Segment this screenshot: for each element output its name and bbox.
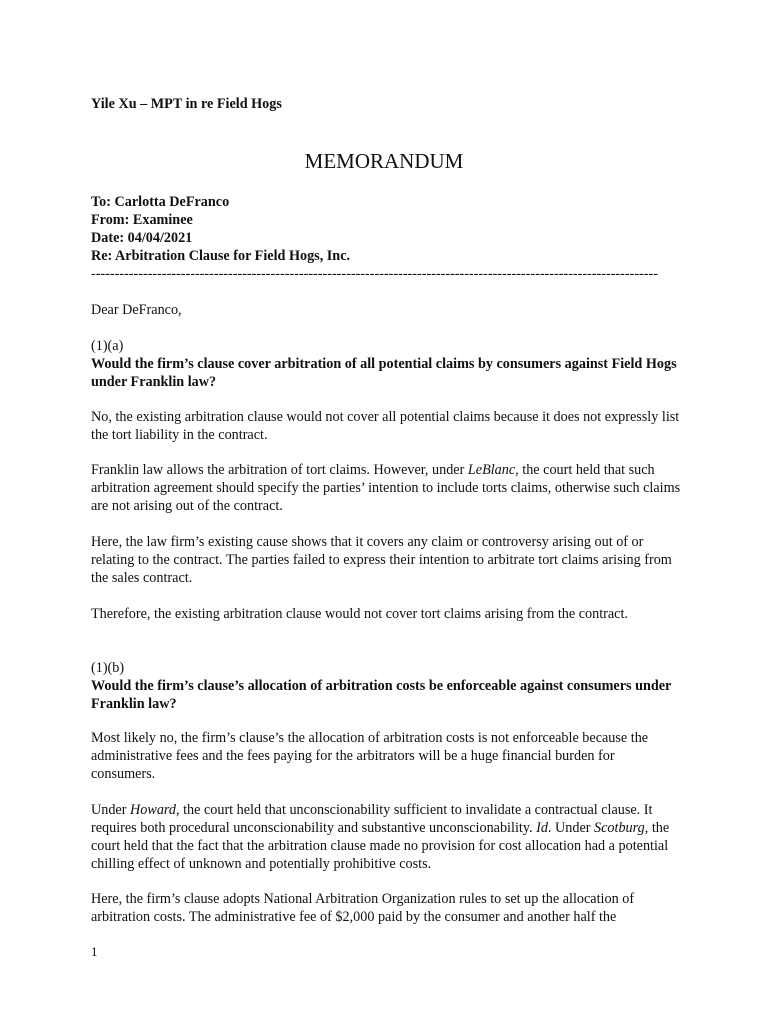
memo-to: To: Carlotta DeFranco bbox=[91, 194, 230, 210]
section-1b-p2-text-a: Under bbox=[91, 802, 131, 818]
memo-from: From: Examinee bbox=[91, 212, 193, 228]
section-1b-p2-text-b: , the court held that unconscionability sufficient to invalidate a contractual clause. It requires both procedural unconscionability and substantive unconscionability. bbox=[91, 802, 653, 836]
section-1a-question: Would the firm’s clause cover arbitration of all potential claims by consumers against Field Hogs under Franklin law? bbox=[91, 356, 677, 390]
section-1a-paragraph-3: Here, the law firm’s existing cause shows that it covers any claim or controversy arising out of or relating to the contract. The parties failed to express their intention to arbitrate tort claims arising from the sales contract. bbox=[91, 534, 672, 586]
memo-date: Date: 04/04/2021 bbox=[91, 230, 193, 246]
section-1a-number: (1)(a) bbox=[91, 338, 124, 354]
section-1a-paragraph-4: Therefore, the existing arbitration clause would not cover tort claims arising from the contract. bbox=[91, 606, 628, 622]
section-1b-p2-text-d: , the court held that the fact that the arbitration clause made no provision for cost allocation had a potential chilling effect of unknown and potentially prohibitive costs. bbox=[91, 820, 670, 872]
section-1b-p2-text-c: . Under bbox=[547, 820, 595, 836]
greeting: Dear DeFranco, bbox=[91, 302, 182, 318]
section-1a-p2-text-a: Franklin law allows the arbitration of tort claims. However, under bbox=[91, 462, 468, 478]
case-name-howard: Howard bbox=[130, 802, 176, 818]
section-1a-p2-text-b: , the court held that such arbitration agreement should specify the parties’ intention to include torts claims, otherwise such claims are not arising out of the contract. bbox=[91, 462, 681, 514]
memo-title: MEMORANDUM bbox=[304, 149, 464, 173]
section-1b-number: (1)(b) bbox=[91, 660, 125, 676]
section-1a-paragraph-2 bbox=[91, 461, 681, 515]
case-name-leblanc: LeBlanc bbox=[467, 462, 516, 478]
section-1b-paragraph-2 bbox=[91, 801, 681, 873]
divider-line: ------------------------------------------------------------------------------------------------------------------------ bbox=[91, 266, 658, 282]
memo-meta bbox=[91, 193, 350, 265]
author-header: Yile Xu – MPT in re Field Hogs bbox=[91, 96, 282, 112]
section-1b-paragraph-1: Most likely no, the firm’s clause’s the allocation of arbitration costs is not enforceable because the administrative fees and the fees paying for the arbitrators will be a huge financial burden for consumers. bbox=[91, 730, 649, 782]
citation-id: Id bbox=[536, 820, 548, 836]
case-name-scotburg: Scotburg bbox=[594, 820, 645, 836]
section-1a-paragraph-1: No, the existing arbitration clause would not cover all potential claims because it does not expressly list the tort liability in the contract. bbox=[91, 409, 680, 443]
section-1b-paragraph-3: Here, the firm’s clause adopts National Arbitration Organization rules to set up the allocation of arbitration costs. The administrative fee of $2,000 paid by the consumer and another half the bbox=[91, 891, 635, 925]
section-1b-question: Would the firm’s clause’s allocation of arbitration costs be enforceable against consumers under Franklin law? bbox=[91, 678, 672, 712]
page-number: 1 bbox=[91, 944, 98, 959]
memo-re: Re: Arbitration Clause for Field Hogs, Inc. bbox=[91, 248, 351, 264]
